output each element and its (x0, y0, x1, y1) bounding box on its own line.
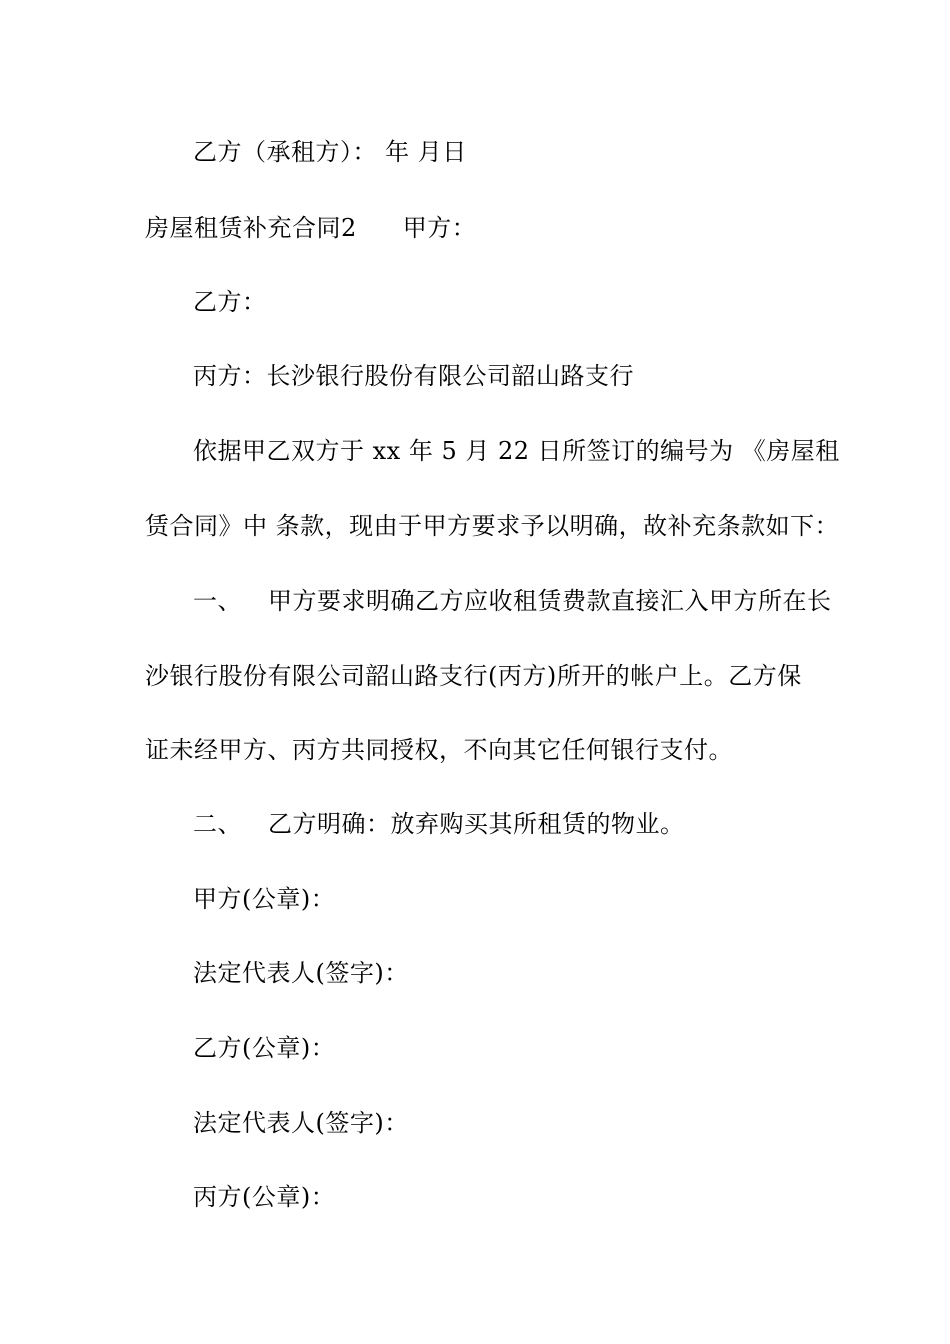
party-b-rep-label: 法定代表人(签字)： (193, 1109, 409, 1137)
clause-one-line-1 (193, 585, 832, 617)
clause-one-text-1: 甲方要求明确乙方应收租赁费款直接汇入甲方所在长 (268, 587, 832, 615)
party-c-seal-label: 丙方(公章)： (193, 1183, 336, 1211)
lessee-date-text: 乙方（承租方）： 年 月日 (193, 138, 467, 166)
clause-two-line (193, 808, 825, 840)
party-a-rep-line (193, 957, 825, 989)
party-a-seal-line (193, 883, 825, 915)
contract-title-line (145, 212, 825, 244)
clause-one-line-3 (145, 734, 825, 766)
clause-one-text-3: 证未经甲方、丙方共同授权，不向其它任何银行支付。 (145, 736, 733, 764)
clause-one-line-2 (145, 660, 825, 692)
party-a-seal-label: 甲方(公章)： (193, 885, 336, 913)
clause-one-number: 一、 (193, 587, 242, 615)
party-b-seal-line (193, 1032, 825, 1064)
paragraph-intro-line-1 (193, 435, 840, 467)
party-b-line (193, 286, 825, 318)
party-c-line (193, 360, 825, 392)
paragraph-intro-text-2: 赁合同》中 条款，现由于甲方要求予以明确，故补充条款如下： (145, 512, 840, 540)
paragraph-intro-text-1: 依据甲乙双方于 xx 年 5 月 22 日所签订的编号为 《房屋租 (193, 437, 840, 465)
party-b-rep-line (193, 1107, 825, 1139)
clause-one-text-2: 沙银行股份有限公司韶山路支行(丙方)所开的帐户上。乙方保 (145, 662, 802, 690)
party-b-seal-label: 乙方(公章)： (193, 1034, 336, 1062)
party-b-label: 乙方： (193, 288, 267, 316)
clause-two-number: 二、 (193, 810, 242, 838)
clause-two-text: 乙方明确：放弃购买其所租赁的物业。 (268, 810, 685, 838)
lessee-date-line (193, 136, 825, 168)
party-c-label: 丙方：长沙银行股份有限公司韶山路支行 (193, 362, 634, 390)
paragraph-intro-line-2 (145, 510, 840, 542)
party-a-label: 甲方： (402, 214, 477, 242)
party-c-seal-line (193, 1181, 825, 1213)
party-a-rep-label: 法定代表人(签字)： (193, 959, 409, 987)
contract-title: 房屋租赁补充合同2 (145, 214, 357, 242)
